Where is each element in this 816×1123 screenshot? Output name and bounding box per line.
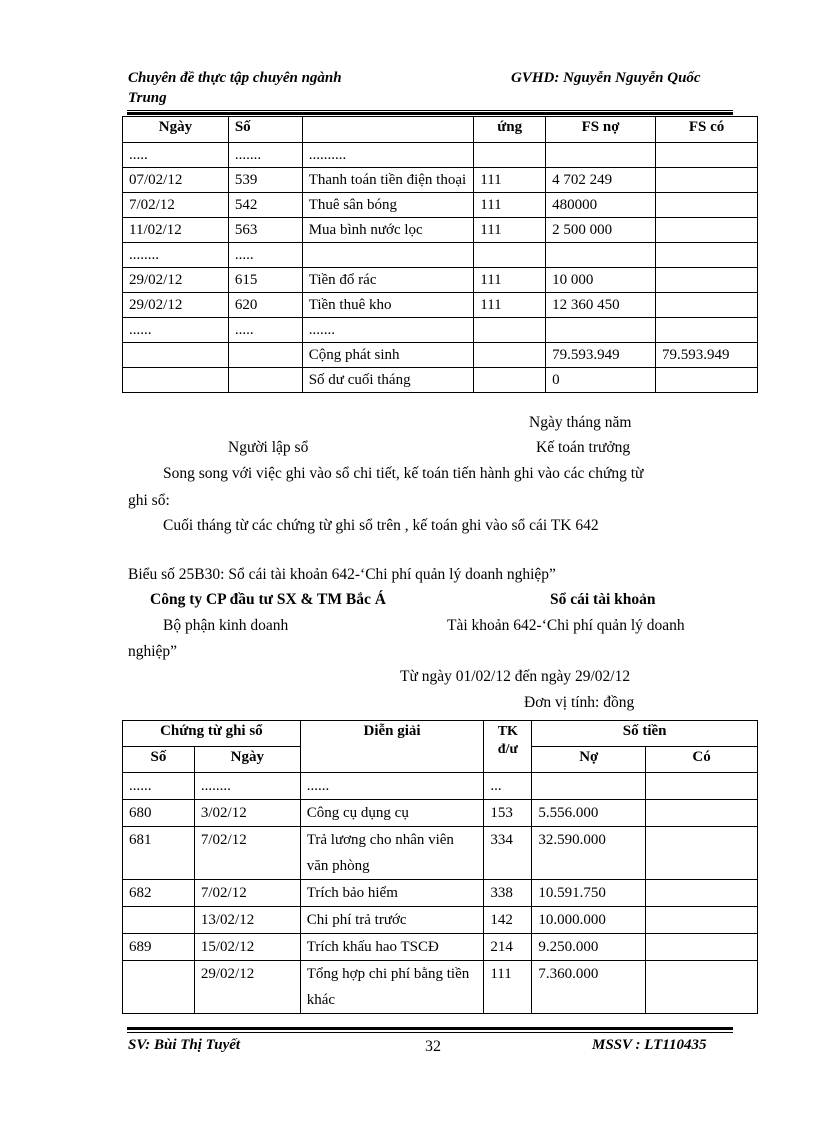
ledger-row xyxy=(123,934,758,961)
table-row-cell: Tiền thuê kho xyxy=(302,293,474,318)
table-row-cell: 539 xyxy=(228,168,302,193)
ledger-row-cell: 689 xyxy=(123,934,195,961)
table-row-cell: ...... xyxy=(123,318,229,343)
ledger-table xyxy=(122,720,758,1014)
table-row-cell: 620 xyxy=(228,293,302,318)
ledger-row-cell xyxy=(646,907,758,934)
table-row-cell xyxy=(474,143,546,168)
group-header-voucher: Chứng từ ghi sổ xyxy=(123,721,301,747)
para1-line2: ghi sổ: xyxy=(128,492,170,509)
col-header-number: Số xyxy=(228,117,302,143)
table-row-cell: 12 360 450 xyxy=(546,293,656,318)
table-row-cell xyxy=(656,193,758,218)
table-row-cell: .......... xyxy=(302,143,474,168)
table-row-cell: 111 xyxy=(474,293,546,318)
table-row-cell: 10 000 xyxy=(546,268,656,293)
col-header-credit: FS có xyxy=(656,117,758,143)
ledger-row-cell: 3/02/12 xyxy=(194,800,300,827)
header-right: GVHD: Nguyễn Nguyễn Quốc xyxy=(511,70,701,86)
ledger-title: Sổ cái tài khoản xyxy=(550,591,656,608)
col-header-description xyxy=(302,117,474,143)
col-header-dien-giai: Diễn giải xyxy=(300,721,484,773)
table-row-cell: ....... xyxy=(302,318,474,343)
ledger-row-cell: 7.360.000 xyxy=(532,961,646,1014)
ledger-row-cell: 5.556.000 xyxy=(532,800,646,827)
table-row-cell: 79.593.949 xyxy=(546,343,656,368)
ledger-row-cell: 338 xyxy=(484,880,532,907)
ledger-row-cell: ...... xyxy=(123,773,195,800)
table-row-cell: ........ xyxy=(123,243,229,268)
col-header-co: Có xyxy=(646,747,758,773)
ledger-row xyxy=(123,961,758,1014)
ledger-row-cell: ........ xyxy=(194,773,300,800)
table-row-cell xyxy=(656,368,758,393)
table-row-cell xyxy=(656,218,758,243)
para2: Cuối tháng từ các chứng từ ghi sổ trên , kế toán ghi vào sổ cái TK 642 xyxy=(163,517,599,534)
table-row-cell: ..... xyxy=(228,318,302,343)
table-row-cell: 111 xyxy=(474,193,546,218)
table-row-cell xyxy=(474,343,546,368)
table-row xyxy=(123,168,758,193)
table-row-cell xyxy=(474,318,546,343)
footer-student-id: MSSV : LT110435 xyxy=(592,1037,707,1053)
ledger-row-cell: 680 xyxy=(123,800,195,827)
header-rule-thick xyxy=(127,112,733,115)
table-row-cell xyxy=(474,368,546,393)
table-row-cell xyxy=(228,343,302,368)
ledger-row-cell: Công cụ dụng cụ xyxy=(300,800,484,827)
ledger-row-cell xyxy=(646,773,758,800)
table-row-cell: ....... xyxy=(228,143,302,168)
table-row-cell xyxy=(546,143,656,168)
ledger-row-cell: 15/02/12 xyxy=(194,934,300,961)
ledger-row-cell: 153 xyxy=(484,800,532,827)
table-row-cell xyxy=(123,343,229,368)
table-row-cell xyxy=(302,243,474,268)
ledger-row xyxy=(123,907,758,934)
ledger-row-cell: Tổng hợp chi phí bằng tiền khác xyxy=(300,961,484,1014)
ledger-row-cell: Chi phí trả trước xyxy=(300,907,484,934)
ledger-row-cell: 682 xyxy=(123,880,195,907)
ledger-row-cell: 142 xyxy=(484,907,532,934)
table-row-cell: 480000 xyxy=(546,193,656,218)
table-row xyxy=(123,193,758,218)
table-row-cell: 29/02/12 xyxy=(123,293,229,318)
ledger-row-cell: ... xyxy=(484,773,532,800)
ledger-row-cell: ...... xyxy=(300,773,484,800)
account-line2: nghiệp” xyxy=(128,643,178,660)
ledger-row-cell: 13/02/12 xyxy=(194,907,300,934)
table-row-cell xyxy=(474,243,546,268)
col-header-account: ứng xyxy=(474,117,546,143)
ledger-row-cell xyxy=(646,827,758,880)
col-header-no: Nợ xyxy=(532,747,646,773)
footer-page-number: 32 xyxy=(425,1038,441,1055)
sign-chief-accountant: Kế toán trưởng xyxy=(536,439,631,456)
table-row xyxy=(123,218,758,243)
table-row-cell: Tiền đổ rác xyxy=(302,268,474,293)
table-row xyxy=(123,368,758,393)
para1-line1: Song song với việc ghi vào sổ chi tiết, kế toán tiến hành ghi vào các chứng từ xyxy=(163,465,644,482)
header-rule-thin xyxy=(127,110,733,111)
col-header-tk: TK đ/ư xyxy=(484,721,532,773)
table-row-cell: Thanh toán tiền điện thoại xyxy=(302,168,474,193)
table-row-cell xyxy=(546,318,656,343)
table-row-cell xyxy=(546,243,656,268)
ledger-row-cell: Trích khấu hao TSCĐ xyxy=(300,934,484,961)
ledger-row-cell: 7/02/12 xyxy=(194,827,300,880)
header-left-line1: Chuyên đề thực tập chuyên ngành xyxy=(128,70,342,86)
footer-rule-thick xyxy=(127,1027,733,1030)
ledger-row xyxy=(123,773,758,800)
company-name: Công ty CP đầu tư SX & TM Bắc Á xyxy=(150,591,386,608)
table-row-cell: 7/02/12 xyxy=(123,193,229,218)
table-row-cell xyxy=(656,293,758,318)
header-left-line2: Trung xyxy=(128,90,167,106)
expense-detail-table xyxy=(122,116,758,393)
table-row-cell xyxy=(656,143,758,168)
ledger-row xyxy=(123,880,758,907)
table-row xyxy=(123,243,758,268)
table-row-cell: Cộng phát sinh xyxy=(302,343,474,368)
footer-rule-thin xyxy=(127,1032,733,1033)
ledger-row-cell: 10.591.750 xyxy=(532,880,646,907)
table-row-cell: ..... xyxy=(228,243,302,268)
unit: Đơn vị tính: đồng xyxy=(524,694,635,711)
table-row-cell xyxy=(656,243,758,268)
form-title: Biểu số 25B30: Sổ cái tài khoản 642-‘Chi phí quản lý doanh nghiệp” xyxy=(128,566,556,583)
col-header-so: Số xyxy=(123,747,195,773)
ledger-row-cell: 9.250.000 xyxy=(532,934,646,961)
group-header-amount: Số tiền xyxy=(532,721,758,747)
period: Từ ngày 01/02/12 đến ngày 29/02/12 xyxy=(400,668,631,685)
table-row-cell: 0 xyxy=(546,368,656,393)
table-row-cell: 07/02/12 xyxy=(123,168,229,193)
table-row-cell: 563 xyxy=(228,218,302,243)
table-row xyxy=(123,318,758,343)
ledger-row xyxy=(123,800,758,827)
account-line1: Tài khoản 642-‘Chi phí quản lý doanh xyxy=(447,617,685,634)
ledger-row xyxy=(123,827,758,880)
table-row-cell: 79.593.949 xyxy=(656,343,758,368)
table-row-cell: 29/02/12 xyxy=(123,268,229,293)
table-row-cell: ..... xyxy=(123,143,229,168)
table-row-cell: 4 702 249 xyxy=(546,168,656,193)
table-row-cell: 2 500 000 xyxy=(546,218,656,243)
table-row xyxy=(123,293,758,318)
ledger-row-cell: 10.000.000 xyxy=(532,907,646,934)
col-header-date: Ngày xyxy=(123,117,229,143)
ledger-row-cell: 111 xyxy=(484,961,532,1014)
ledger-row-cell: 29/02/12 xyxy=(194,961,300,1014)
col-header-ngay: Ngày xyxy=(194,747,300,773)
ledger-row-cell xyxy=(646,880,758,907)
sign-preparer: Người lập sổ xyxy=(228,439,309,456)
table-row-cell: 11/02/12 xyxy=(123,218,229,243)
ledger-row-cell: 214 xyxy=(484,934,532,961)
table-row-cell xyxy=(656,318,758,343)
sign-date-line: Ngày tháng năm xyxy=(529,414,632,431)
table-row-cell xyxy=(656,268,758,293)
ledger-row-cell: 32.590.000 xyxy=(532,827,646,880)
table-row xyxy=(123,143,758,168)
table-row-cell xyxy=(123,368,229,393)
ledger-row-cell xyxy=(646,961,758,1014)
table-row-cell: Số dư cuối tháng xyxy=(302,368,474,393)
ledger-row-cell: 334 xyxy=(484,827,532,880)
table-row-cell: 111 xyxy=(474,168,546,193)
table-row xyxy=(123,268,758,293)
table-row-cell xyxy=(228,368,302,393)
table-row-cell xyxy=(656,168,758,193)
table-row-cell: Thuê sân bóng xyxy=(302,193,474,218)
ledger-row-cell xyxy=(123,961,195,1014)
footer-student: SV: Bùi Thị Tuyết xyxy=(128,1037,241,1053)
ledger-row-cell xyxy=(646,934,758,961)
ledger-row-cell xyxy=(646,800,758,827)
table-row-cell: Mua bình nước lọc xyxy=(302,218,474,243)
ledger-row-cell: 681 xyxy=(123,827,195,880)
table-row-cell: 111 xyxy=(474,268,546,293)
table-row-cell: 542 xyxy=(228,193,302,218)
ledger-row-cell: 7/02/12 xyxy=(194,880,300,907)
table-row-cell: 111 xyxy=(474,218,546,243)
table-row xyxy=(123,343,758,368)
department: Bộ phận kinh doanh xyxy=(163,617,289,634)
ledger-row-cell: Trích bảo hiểm xyxy=(300,880,484,907)
ledger-row-cell xyxy=(532,773,646,800)
col-header-debit: FS nợ xyxy=(546,117,656,143)
ledger-row-cell xyxy=(123,907,195,934)
table-row-cell: 615 xyxy=(228,268,302,293)
ledger-row-cell: Trả lương cho nhân viên văn phòng xyxy=(300,827,484,880)
